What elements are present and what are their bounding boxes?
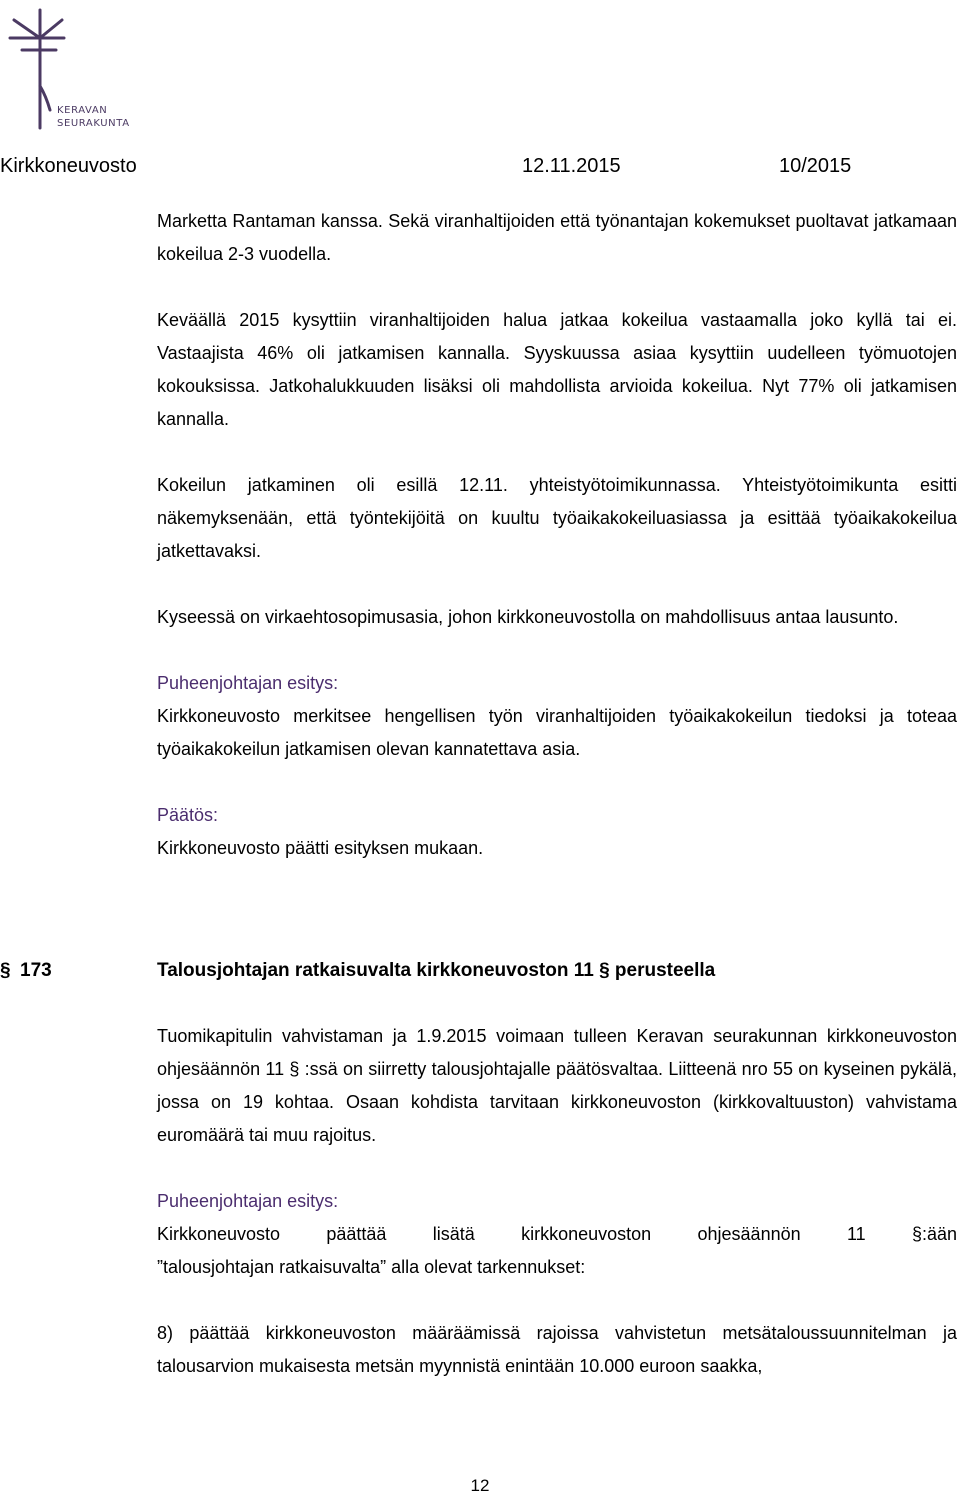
section-proposal-line-1: Kirkkoneuvosto päättää lisätä kirkkoneuvoston ohjesäännön 11 §:ään [157, 1224, 957, 1244]
section-number: 173 [20, 960, 52, 981]
paragraph-1: Marketta Rantaman kanssa. Sekä viranhaltijoiden että työnantajan kokemukset puoltavat jatkamaan kokeilua 2-3 vuodella. [157, 211, 957, 264]
section-proposal-heading: Puheenjohtajan esitys: [157, 1191, 339, 1211]
header-date: 12.11.2015 [522, 155, 621, 177]
header-number: 10/2015 [779, 155, 852, 177]
section-title [0, 954, 960, 987]
decision-text: Kirkkoneuvosto päätti esityksen mukaan. [157, 838, 484, 858]
paragraph-4: Kyseessä on virkaehtosopimusasia, johon kirkkoneuvostolla on mahdollisuus antaa lausunto. [157, 607, 899, 627]
decision-heading: Päätös: [157, 805, 219, 825]
logo-line-2: SEURAKUNTA [57, 118, 130, 129]
section-paragraph-1: Tuomikapitulin vahvistaman ja 1.9.2015 voimaan tulleen Keravan seurakunnan kirkkoneuvoston ohjesäännön 11 § :ssä on siirretty talousjohtajalle päätösvaltaa. Liitteenä nro 55 on kyseinen pykälä, jossa on 19 kohtaa. Osaan kohdista tarvitaan kirkkoneuvoston (kirkkovaltuuston) vahvistama euromäärä tai muu rajoitus. [157, 1026, 957, 1145]
section-body [157, 1020, 957, 1383]
document-body [157, 205, 957, 865]
logo-line-1: KERAVAN [57, 105, 108, 116]
proposal-heading: Puheenjohtajan esitys: [157, 673, 339, 693]
section-proposal-line-2: ”talousjohtajan ratkaisuvalta” alla olevat tarkennukset: [157, 1257, 586, 1277]
section-symbol: § [0, 960, 11, 981]
paragraph-2: Keväällä 2015 kysyttiin viranhaltijoiden halua jatkaa kokeilua vastaamalla joko kyllä tai ei. Vastaajista 46% oli jatkamisen kannalla. Syyskuussa asiaa kysyttiin uudelleen työmuotojen kokouksissa. Jatkohalukkuuden lisäksi oli mahdollista arvioida kokeilua. Nyt 77% oli jatkamisen kannalla. [157, 310, 957, 429]
proposal-text: Kirkkoneuvosto merkitsee hengellisen työn viranhaltijoiden työaikakokeilun tiedoksi ja toteaa työaikakokeilun jatkamisen olevan kannatettava asia. [157, 706, 957, 759]
section-item-8: 8) päättää kirkkoneuvoston määräämissä rajoissa vahvistetun metsätaloussuunnitelman ja talousarvion mukaisesta metsän myynnistä enintään 10.000 euroon saakka, [157, 1323, 957, 1376]
section-heading: Talousjohtajan ratkaisuvalta kirkkoneuvoston 11 § perusteella [157, 960, 716, 981]
logo-text [57, 104, 130, 130]
paragraph-3: Kokeilun jatkaminen oli esillä 12.11. yhteistyötoimikunnassa. Yhteistyötoimikunta esitti näkemyksenään, että työntekijöitä on kuultu työaikakokeiluasiassa ja esittää työaikakokeilua jatkettavaksi. [157, 475, 957, 561]
header-org: Kirkkoneuvosto [0, 155, 137, 177]
page-number: 12 [470, 1476, 490, 1495]
document-header [0, 150, 900, 182]
